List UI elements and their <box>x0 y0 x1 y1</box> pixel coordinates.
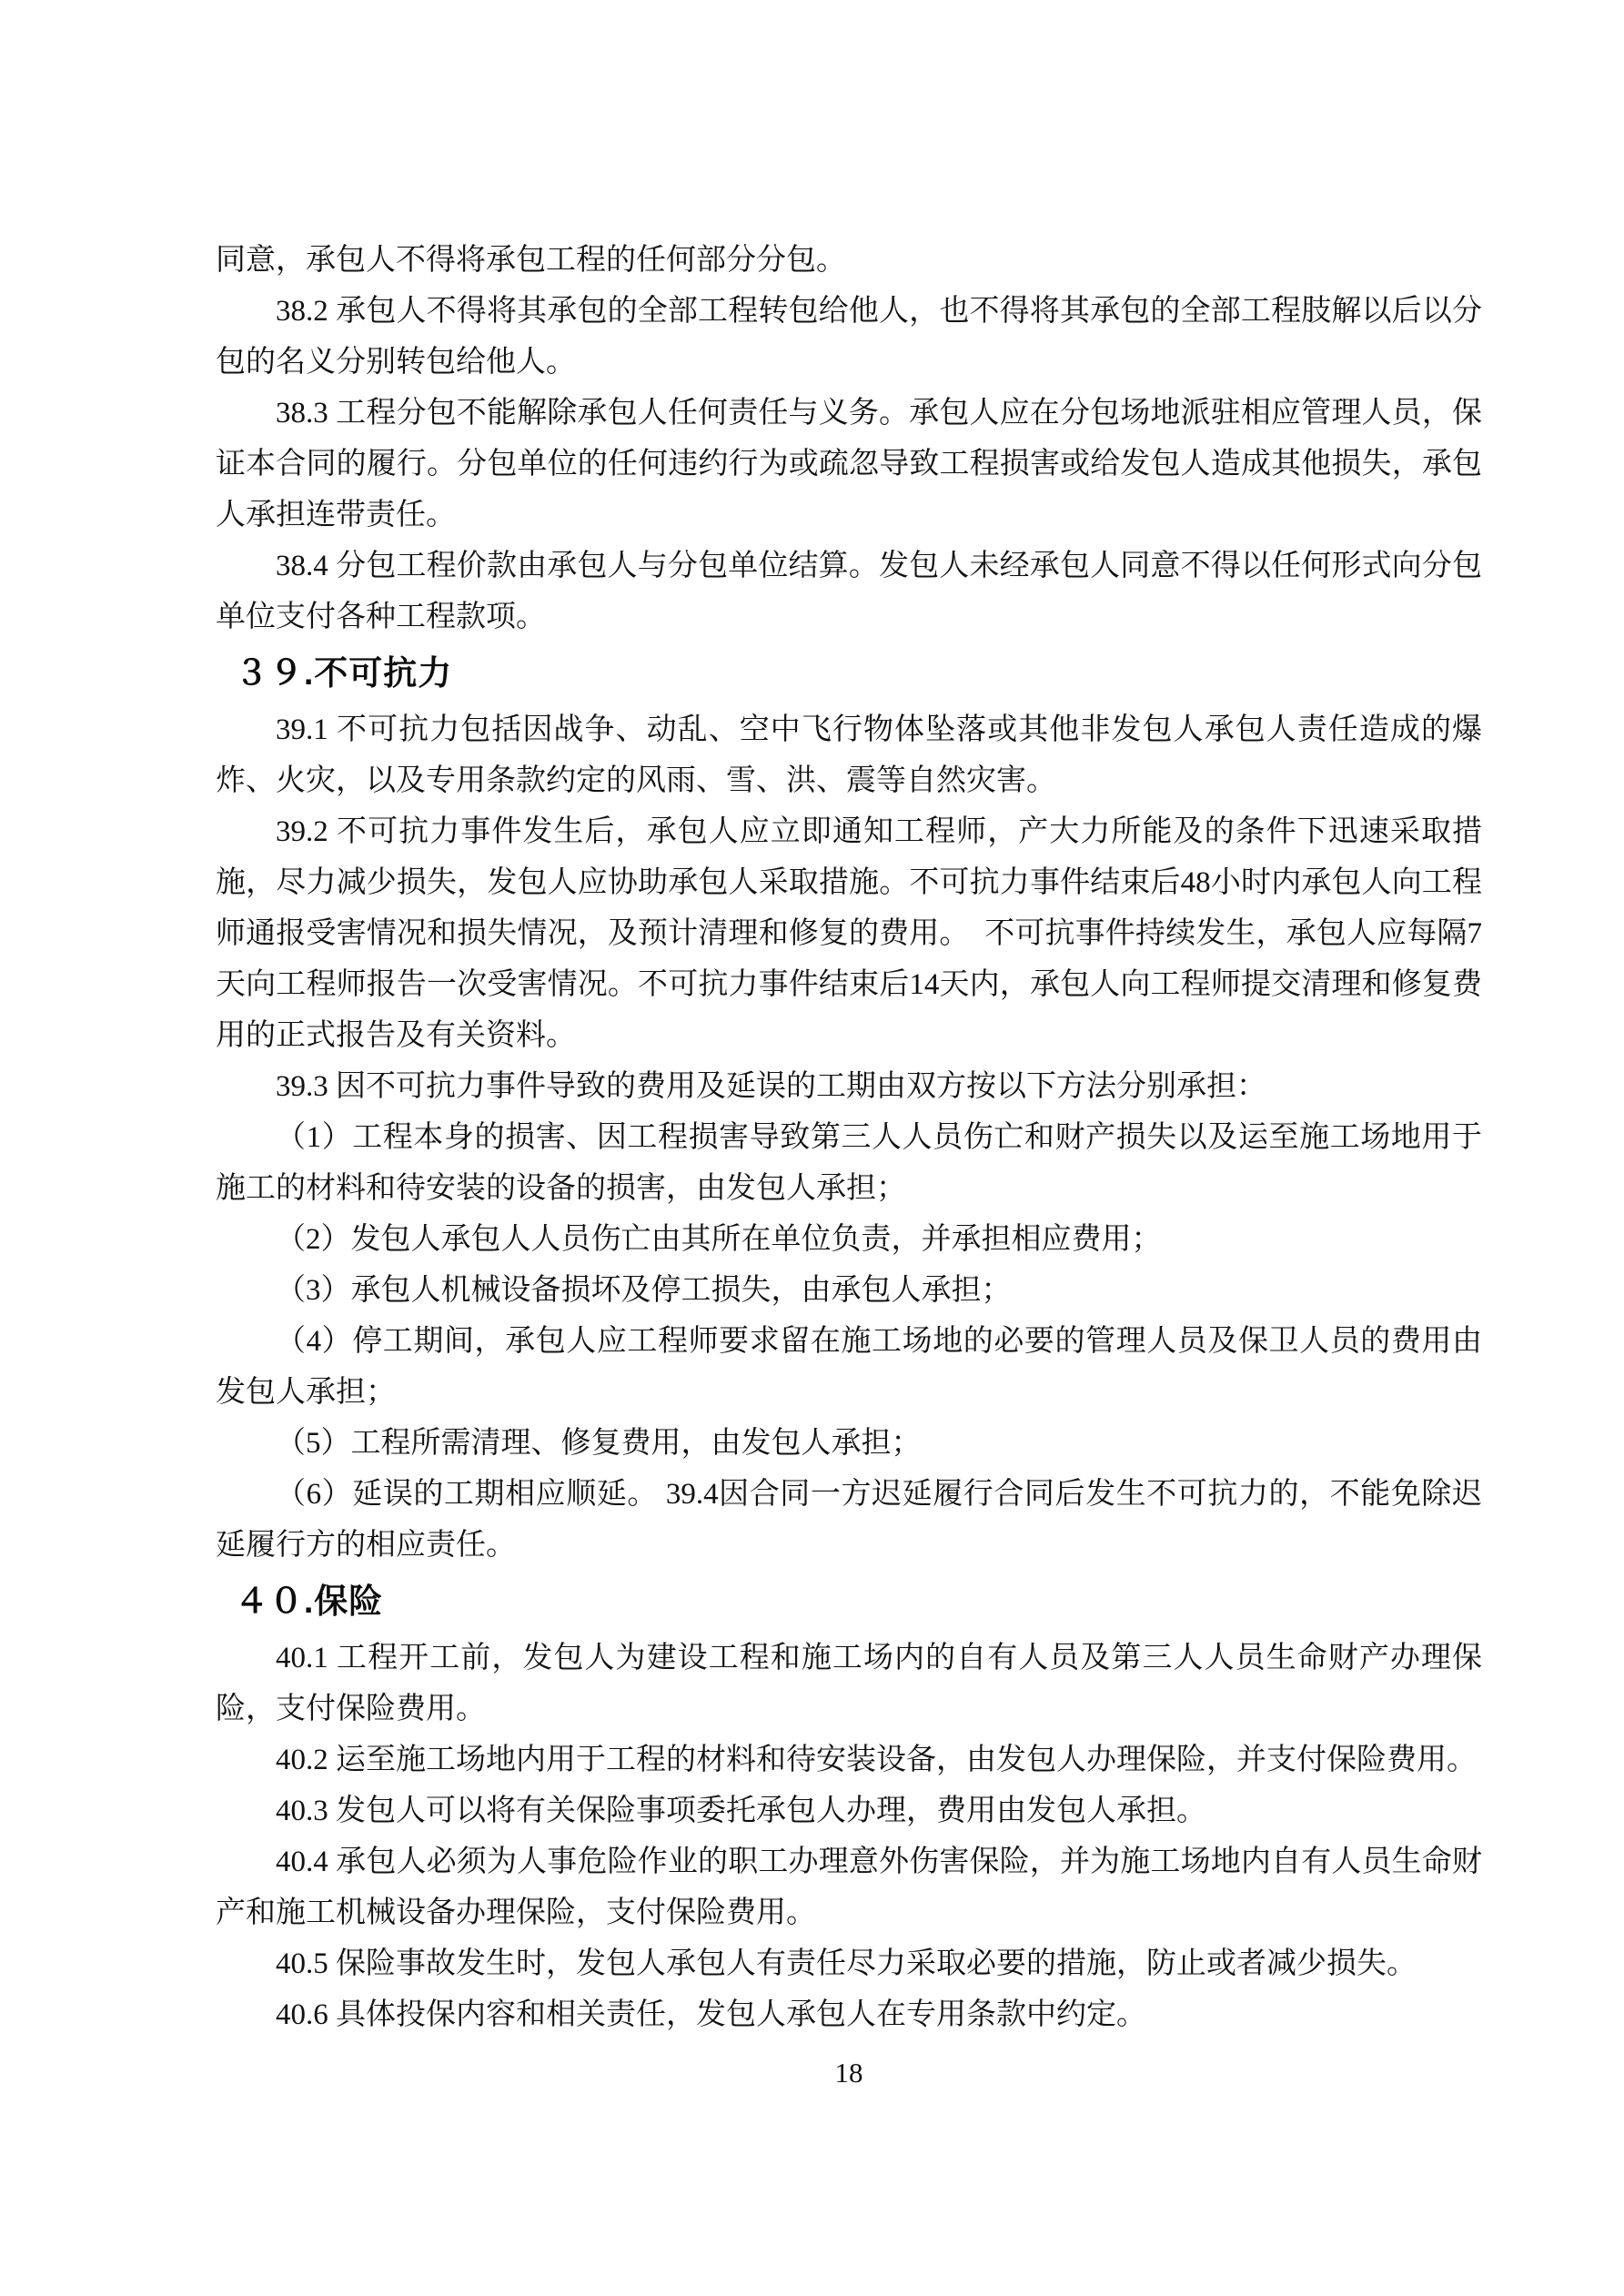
page-number: 18 <box>834 2057 863 2089</box>
paragraph: 40.6 具体投保内容和相关责任，发包人承包人在专用条款中约定。 <box>276 1998 1146 2031</box>
paragraph: （4）停工期间，承包人应工程师要求留在施工场地的必要的管理人员及保卫人员的费用由发包人承担； <box>216 1325 1482 1409</box>
paragraph: 40.5 保险事故发生时，发包人承包人有责任尽力采取必要的措施，防止或者减少损失。 <box>276 1947 1417 1980</box>
paragraph: （5）工程所需清理、修复费用，由发包人承担； <box>276 1427 922 1460</box>
paragraph: 39.2 不可抗力事件发生后，承包人应立即通知工程师，产大力所能及的条件下迅速采取措施，尽力减少损失，发包人应协助承包人采取措施。不可抗力事件结束后48小时内承包人向工程师通报受害情况和损失情况，及预计清理和修复的费用。 不可抗事件持续发生，承包人应每隔7天向工程师报告一次受害情况。不可抗力事件结束后14天内，承包人向工程师提交清理和修复费用的正式报告及有关资料。 <box>216 815 1482 1052</box>
paragraph: （3）承包人机械设备损坏及停工损失，由承包人承担； <box>276 1274 1012 1307</box>
document-body <box>216 235 1482 2040</box>
paragraph: （2）发包人承包人人员伤亡由其所在单位负责，并承担相应费用； <box>276 1223 1162 1256</box>
paragraph: 同意，承包人不得将承包工程的任何部分分包。 <box>216 244 846 277</box>
paragraph: 38.2 承包人不得将其承包的全部工程转包给他人，也不得将其承包的全部工程肢解以后以分包的名义分别转包给他人。 <box>216 295 1482 379</box>
section-heading: ４０.保险 <box>235 1583 384 1620</box>
paragraph: 40.2 运至施工场地内用于工程的材料和待安装设备，由发包人办理保险，并支付保险费用。 <box>276 1744 1477 1776</box>
paragraph: 40.3 发包人可以将有关保险事项委托承包人办理，费用由发包人承担。 <box>276 1795 1206 1827</box>
paragraph: 39.3 因不可抗力事件导致的费用及延误的工期由双方按以下方法分别承担： <box>276 1070 1266 1103</box>
section-heading: ３９.不可抗力 <box>235 654 453 692</box>
paragraph: （6）延误的工期相应顺延。 39.4因合同一方迟延履行合同后发生不可抗力的，不能免除迟延履行方的相应责任。 <box>216 1478 1482 1562</box>
paragraph: 38.3 工程分包不能解除承包人任何责任与义务。承包人应在分包场地派驻相应管理人员，保证本合同的履行。分包单位的任何违约行为或疏忽导致工程损害或给发包人造成其他损失，承包人承担连带责任。 <box>216 397 1482 531</box>
paragraph: 40.4 承包人必须为人事危险作业的职工办理意外伤害保险，并为施工场地内自有人员生命财产和施工机械设备办理保险，支付保险费用。 <box>216 1846 1482 1929</box>
paragraph: 39.1 不可抗力包括因战争、动乱、空中飞行物体坠落或其他非发包人承包人责任造成的爆炸、火灾，以及专用条款约定的风雨、雪、洪、震等自然灾害。 <box>216 713 1482 797</box>
paragraph: 40.1 工程开工前，发包人为建设工程和施工场内的自有人员及第三人人员生命财产办理保险，支付保险费用。 <box>216 1642 1482 1725</box>
paragraph: 38.4 分包工程价款由承包人与分包单位结算。发包人未经承包人同意不得以任何形式向分包单位支付各种工程款项。 <box>216 550 1482 633</box>
paragraph: （1）工程本身的损害、因工程损害导致第三人人员伤亡和财产损失以及运至施工场地用于施工的材料和待安装的设备的损害，由发包人承担； <box>216 1121 1482 1205</box>
